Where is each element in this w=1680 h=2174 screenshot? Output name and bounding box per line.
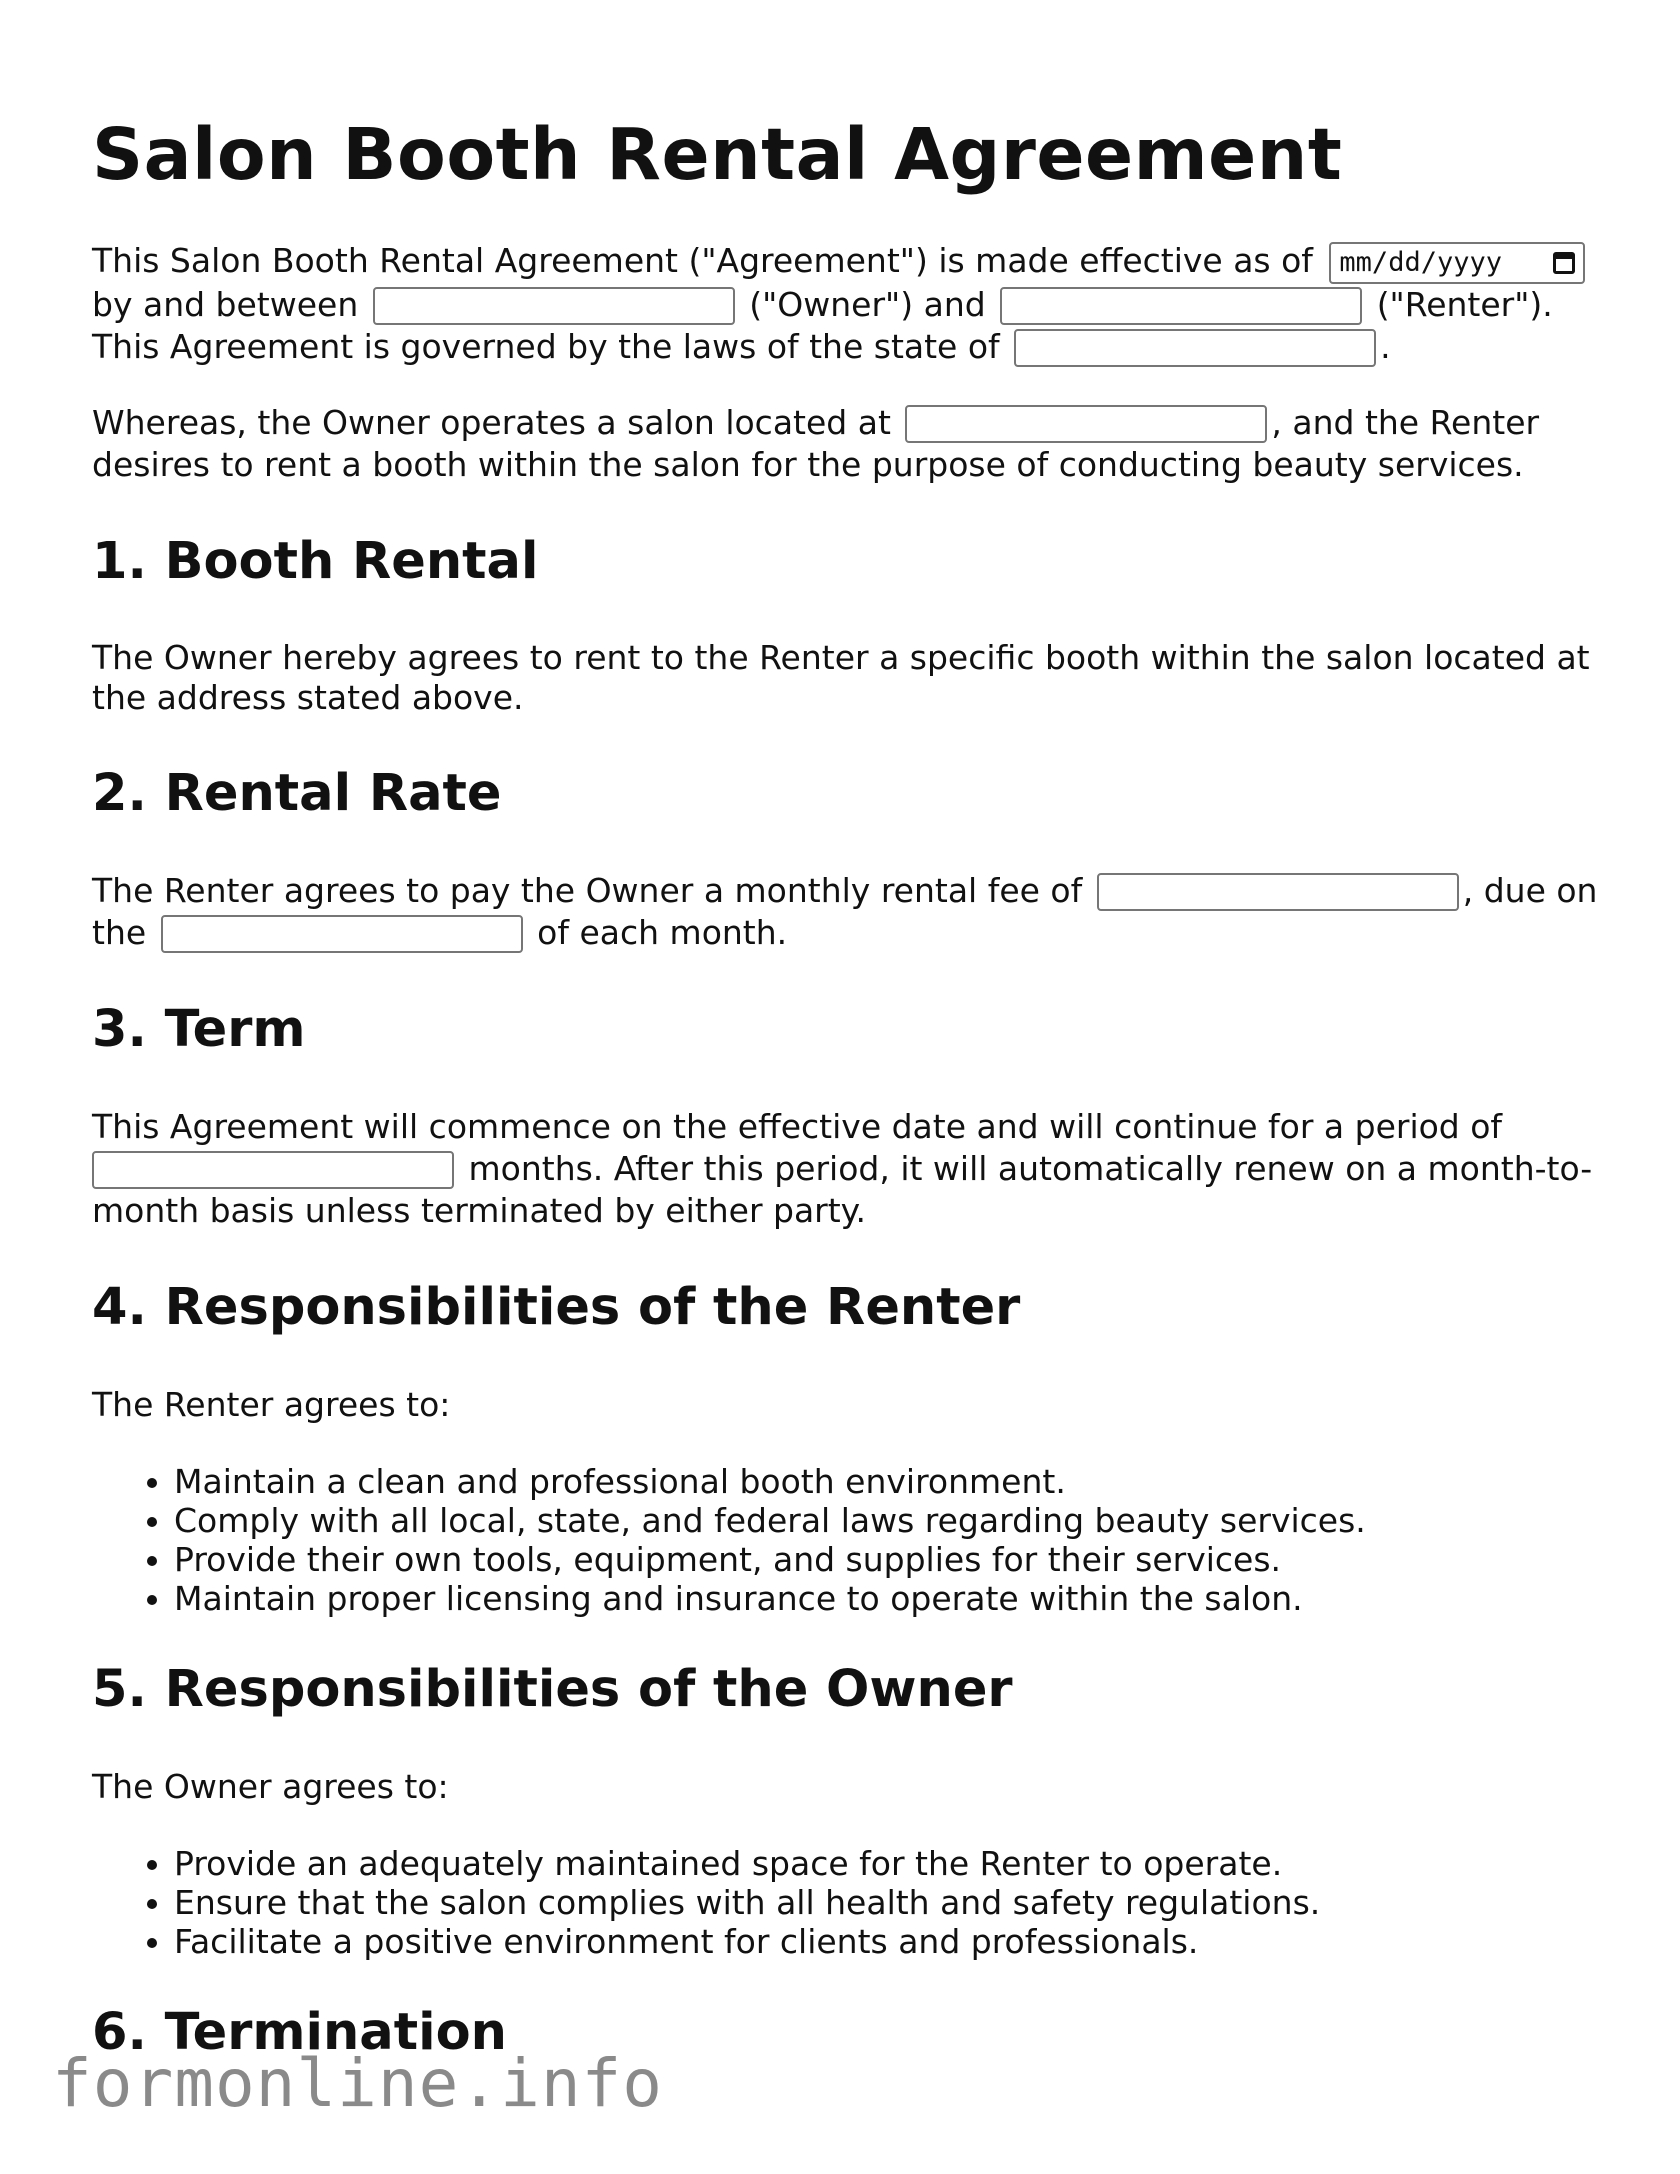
list-item: • Comply with all local, state, and federal laws regarding beauty services. — [174, 1501, 1602, 1540]
renter-intro: The Renter agrees to: — [92, 1384, 451, 1424]
intro-text-1: This Salon Booth Rental Agreement ("Agreement") is made effective as of — [92, 241, 1313, 280]
section-heading-renter-responsibilities: 4. Responsibilities of the Renter — [92, 1277, 1021, 1337]
list-item: • Maintain a clean and professional booth environment. — [174, 1462, 1602, 1501]
state-input[interactable] — [1014, 329, 1376, 367]
whereas-paragraph — [92, 402, 1602, 486]
intro-paragraph — [92, 240, 1602, 368]
renter-responsibilities-list — [92, 1462, 1602, 1618]
section-heading-rental-rate: 2. Rental Rate — [92, 763, 502, 823]
calendar-icon[interactable] — [1553, 252, 1575, 274]
renter-name-input[interactable] — [1000, 287, 1362, 325]
term-paragraph — [92, 1106, 1602, 1232]
rental-rate-text-2: , due on the — [92, 870, 1598, 952]
owner-intro: The Owner agrees to: — [92, 1766, 449, 1806]
date-placeholder: mm/dd/yyyy — [1339, 246, 1502, 278]
list-item: • Ensure that the salon complies with all health and safety regulations. — [174, 1883, 1602, 1922]
intro-text-2: by and between — [92, 284, 359, 324]
section-heading-owner-responsibilities: 5. Responsibilities of the Owner — [92, 1659, 1013, 1719]
rental-rate-paragraph — [92, 870, 1602, 954]
section-heading-termination: 6. Termination — [92, 2002, 507, 2062]
salon-address-input[interactable] — [905, 405, 1267, 443]
intro-text-3: ("Owner") and — [749, 284, 986, 324]
watermark: formonline.info — [52, 2045, 664, 2122]
booth-rental-text: The Owner hereby agrees to rent to the Renter a specific booth within the salon located at the address stated above. — [92, 637, 1590, 717]
term-months-input[interactable] — [92, 1151, 454, 1189]
list-item: • Maintain proper licensing and insurance to operate within the salon. — [174, 1579, 1602, 1618]
monthly-fee-input[interactable] — [1097, 873, 1459, 911]
rental-rate-text-1: The Renter agrees to pay the Owner a monthly rental fee of — [92, 870, 1083, 910]
intro-text-5: This Agreement is governed by the laws of the state of — [92, 326, 1000, 366]
intro-text-6: . — [1380, 326, 1391, 366]
owner-responsibilities-list — [92, 1844, 1602, 1961]
rental-rate-text-3: of each month. — [537, 912, 788, 952]
effective-date-input[interactable] — [1329, 242, 1585, 284]
list-item: • Provide their own tools, equipment, and supplies for their services. — [174, 1540, 1602, 1579]
section-heading-term: 3. Term — [92, 999, 306, 1059]
due-day-input[interactable] — [161, 915, 523, 953]
owner-name-input[interactable] — [373, 287, 735, 325]
whereas-text-1: Whereas, the Owner operates a salon located at — [92, 402, 891, 442]
term-text-2: months. After this period, it will automatically renew on a month-to-month basis unless terminated by either party. — [92, 1148, 1593, 1230]
intro-text-4: ("Renter"). — [1376, 284, 1553, 324]
page-title: Salon Booth Rental Agreement — [92, 113, 1343, 196]
list-item: • Provide an adequately maintained space for the Renter to operate. — [174, 1844, 1602, 1883]
whereas-text-2: , and the Renter desires to rent a booth within the salon for the purpose of conducting beauty services. — [92, 402, 1540, 484]
term-text-1: This Agreement will commence on the effective date and will continue for a period of — [92, 1106, 1503, 1146]
list-item: • Facilitate a positive environment for clients and professionals. — [174, 1922, 1602, 1961]
document — [92, 110, 1602, 2109]
section-heading-booth-rental: 1. Booth Rental — [92, 531, 539, 591]
